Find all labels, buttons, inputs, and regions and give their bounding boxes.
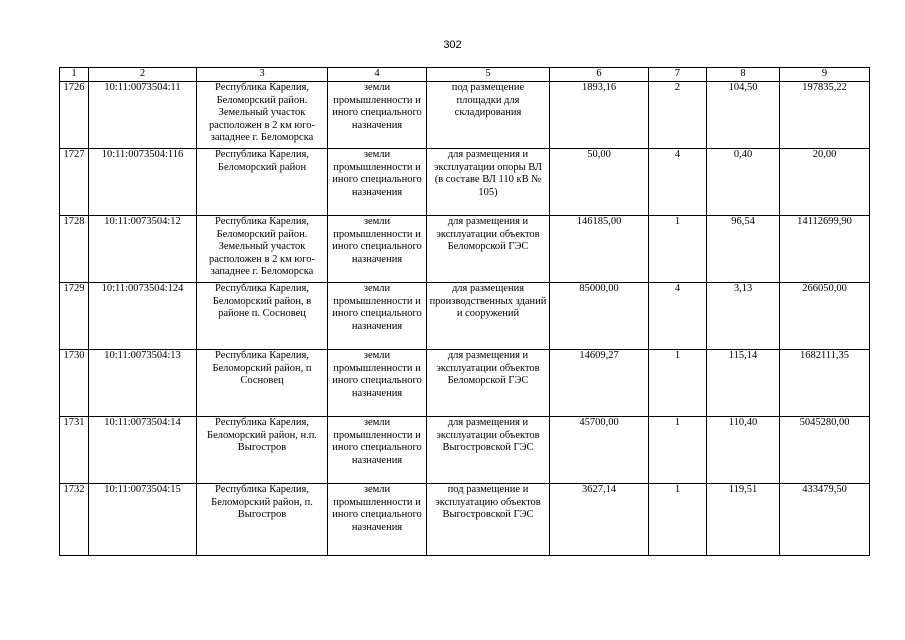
column-number: 5 <box>427 68 550 82</box>
group: 1 <box>649 484 707 556</box>
area: 45700,00 <box>550 417 649 484</box>
land-category: земли промышленности и иного специального назначения <box>328 283 427 350</box>
land-category: земли промышленности и иного специального назначения <box>328 484 427 556</box>
address: Республика Карелия, Беломорский район, н.п. Выгостров <box>197 417 328 484</box>
land-category: земли промышленности и иного специального назначения <box>328 82 427 149</box>
column-number: 6 <box>550 68 649 82</box>
row-number: 1729 <box>60 283 89 350</box>
land-category: земли промышленности и иного специального назначения <box>328 417 427 484</box>
area: 3627,14 <box>550 484 649 556</box>
rate: 110,40 <box>707 417 780 484</box>
column-number: 1 <box>60 68 89 82</box>
cadastral-number: 10:11:0073504:116 <box>89 149 197 216</box>
column-number: 3 <box>197 68 328 82</box>
land-category: земли промышленности и иного специального назначения <box>328 149 427 216</box>
address: Республика Карелия, Беломорский район, в районе п. Сосновец <box>197 283 328 350</box>
row-number: 1731 <box>60 417 89 484</box>
column-number: 4 <box>328 68 427 82</box>
permitted-use: для размещения и эксплуатации объектов Выгостровской ГЭС <box>427 417 550 484</box>
cadastral-number: 10:11:0073504:13 <box>89 350 197 417</box>
cadastral-number: 10:11:0073504:15 <box>89 484 197 556</box>
permitted-use: для размещения и эксплуатации объектов Беломорской ГЭС <box>427 216 550 283</box>
row-number: 1728 <box>60 216 89 283</box>
table-row <box>60 350 870 417</box>
cadastral-value: 197835,22 <box>780 82 870 149</box>
cadastral-number: 10:11:0073504:124 <box>89 283 197 350</box>
page-number: 302 <box>443 39 462 51</box>
address: Республика Карелия, Беломорский район. Земельный участок расположен в 2 км юго-западнее г. Беломорска <box>197 216 328 283</box>
cadastral-number: 10:11:0073504:14 <box>89 417 197 484</box>
table-row <box>60 149 870 216</box>
permitted-use: для размещения и эксплуатации опоры ВЛ (в составе ВЛ 110 кВ № 105) <box>427 149 550 216</box>
rate: 0,40 <box>707 149 780 216</box>
cadastral-number: 10:11:0073504:12 <box>89 216 197 283</box>
cadastral-value: 5045280,00 <box>780 417 870 484</box>
area: 1893,16 <box>550 82 649 149</box>
area: 14609,27 <box>550 350 649 417</box>
address: Республика Карелия, Беломорский район, п. Выгостров <box>197 484 328 556</box>
group: 1 <box>649 350 707 417</box>
cadastral-value: 266050,00 <box>780 283 870 350</box>
group: 4 <box>649 149 707 216</box>
cadastral-value: 1682111,35 <box>780 350 870 417</box>
table-row <box>60 82 870 149</box>
area: 146185,00 <box>550 216 649 283</box>
cadastral-value: 433479,50 <box>780 484 870 556</box>
address: Республика Карелия, Беломорский район <box>197 149 328 216</box>
land-category: земли промышленности и иного специального назначения <box>328 350 427 417</box>
column-number: 8 <box>707 68 780 82</box>
group: 1 <box>649 417 707 484</box>
land-category: земли промышленности и иного специального назначения <box>328 216 427 283</box>
permitted-use: под размещение площадки для складирования <box>427 82 550 149</box>
rate: 115,14 <box>707 350 780 417</box>
column-number: 9 <box>780 68 870 82</box>
table-row <box>60 216 870 283</box>
table-row <box>60 417 870 484</box>
table-row <box>60 484 870 556</box>
permitted-use: для размещения и эксплуатации объектов Беломорской ГЭС <box>427 350 550 417</box>
area: 85000,00 <box>550 283 649 350</box>
row-number: 1727 <box>60 149 89 216</box>
table-row <box>60 283 870 350</box>
rate: 119,51 <box>707 484 780 556</box>
group: 1 <box>649 216 707 283</box>
row-number: 1730 <box>60 350 89 417</box>
permitted-use: для размещения производственных зданий и сооружений <box>427 283 550 350</box>
rate: 104,50 <box>707 82 780 149</box>
row-number: 1732 <box>60 484 89 556</box>
group: 2 <box>649 82 707 149</box>
cadastral-value: 20,00 <box>780 149 870 216</box>
group: 4 <box>649 283 707 350</box>
column-number-row <box>60 68 870 82</box>
row-number: 1726 <box>60 82 89 149</box>
cadastral-value: 14112699,90 <box>780 216 870 283</box>
address: Республика Карелия, Беломорский район. Земельный участок расположен в 2 км юго-западнее г. Беломорска <box>197 82 328 149</box>
land-registry-table <box>59 67 870 556</box>
column-number: 2 <box>89 68 197 82</box>
address: Республика Карелия, Беломорский район, п Сосновец <box>197 350 328 417</box>
permitted-use: под размещение и эксплуатацию объектов Выгостровской ГЭС <box>427 484 550 556</box>
cadastral-number: 10:11:0073504:11 <box>89 82 197 149</box>
rate: 3,13 <box>707 283 780 350</box>
rate: 96,54 <box>707 216 780 283</box>
column-number: 7 <box>649 68 707 82</box>
area: 50,00 <box>550 149 649 216</box>
